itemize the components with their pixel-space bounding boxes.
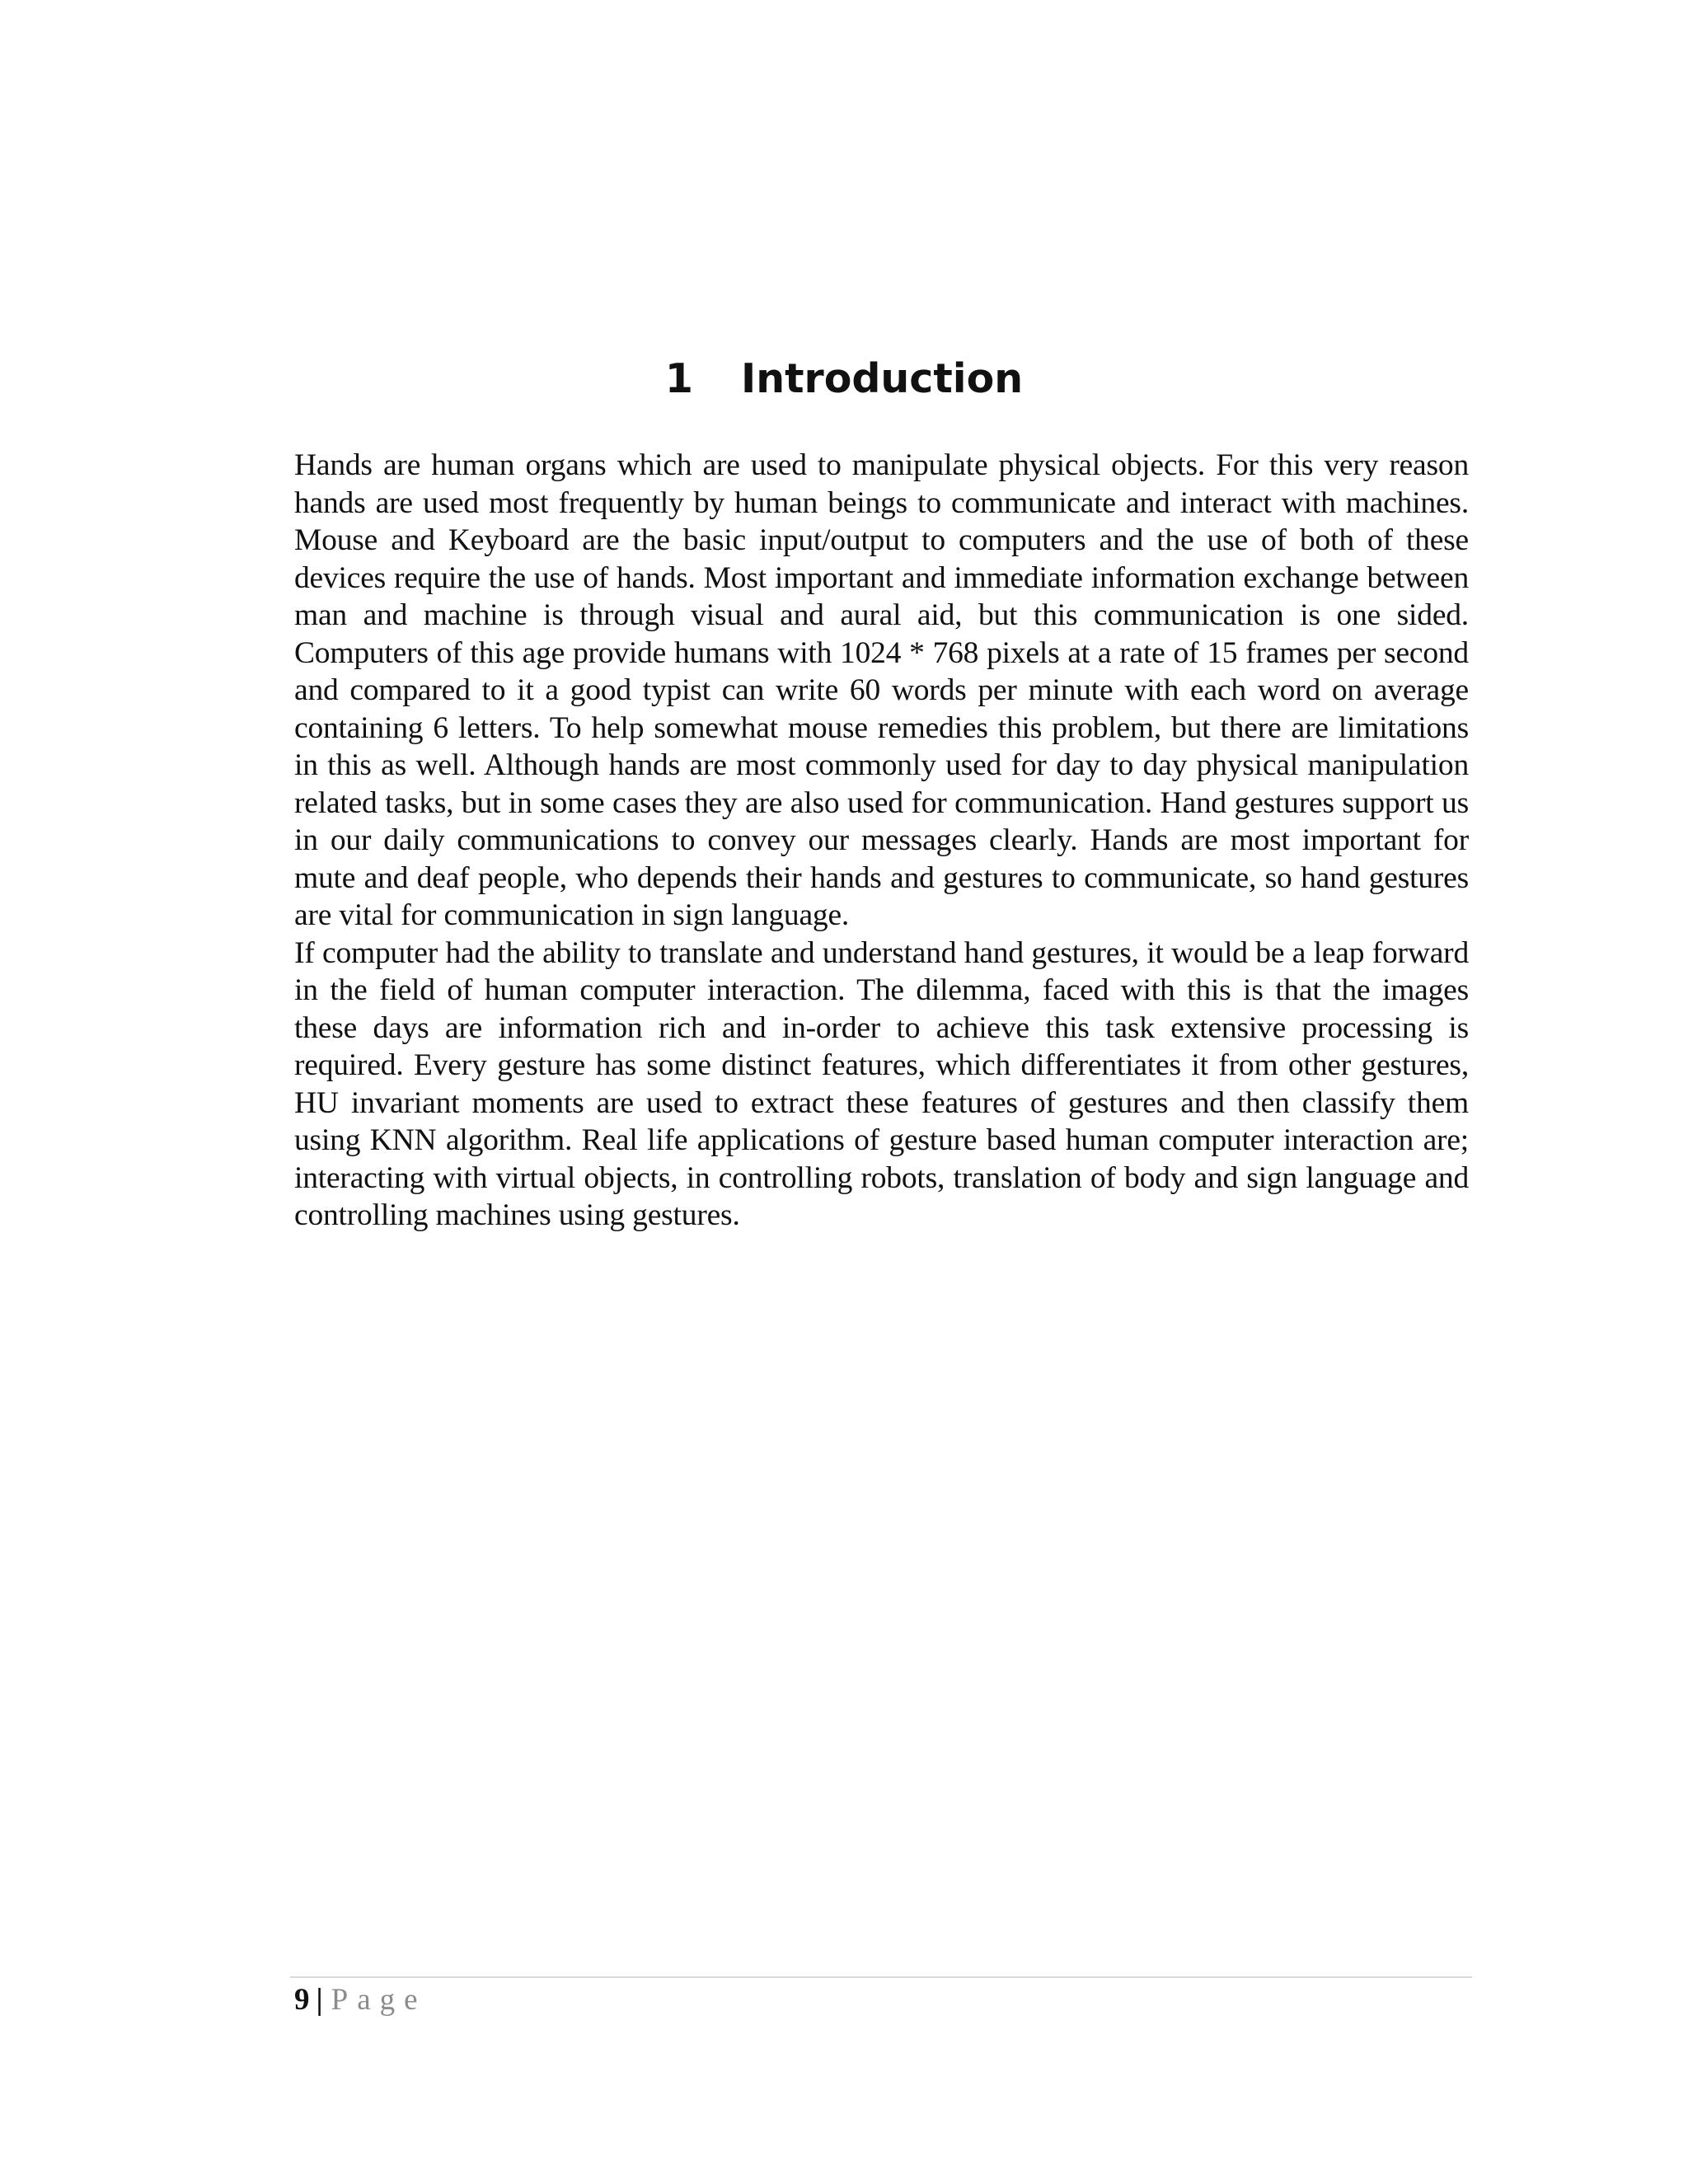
footer-separator: | — [316, 1983, 323, 2017]
page-label: Page — [331, 1983, 427, 2017]
paragraph: If computer had the ability to translate and understand hand gestures, it would be a leap forward in the field of human computer interaction. The dilemma, faced with this is that the images these days are information rich and in-order to achieve this task extensive processing is required. Every gesture has some distinct features, which differentiates it from other gestures, HU invariant moments are used to extract these features of gestures and then classify them using KNN algorithm. Real life applications of gesture based human computer interaction are; interacting with virtual objects, in controlling robots, translation of body and sign language and controlling machines using gestures. — [294, 935, 1469, 1232]
section-number: 1 — [664, 355, 693, 402]
footer-divider — [290, 1976, 1472, 1978]
paragraph: Hands are human organs which are used to manipulate physical objects. For this very reason hands are used most frequently by human beings to communicate and interact with machines. Mouse and Keyboard are the basic input/output to computers and the use of both of these devices require the use of hands. Most important and immediate information exchange between man and machine is through visual and aural aid, but this communication is one sided. Computers of this age provide humans with 1024 * 768 pixels at a rate of 15 frames per second and compared to it a good typist can write 60 words per minute with each word on average containing 6 letters. To help somewhat mouse remedies this problem, but there are limitations in this as well. Although hands are most commonly used for day to day physical manipulation related tasks, but in some cases they are also used for communication. Hand gestures support us in our daily communications to convey our messages clearly. Hands are most important for mute and deaf people, who depends their hands and gestures to communicate, so hand gestures are vital for communication in sign language. — [294, 448, 1469, 932]
page-number: 9 — [294, 1983, 310, 2017]
section-heading — [0, 354, 1688, 404]
body-text — [294, 447, 1469, 1235]
page-footer — [294, 1980, 427, 2021]
section-title: Introduction — [740, 355, 1024, 402]
